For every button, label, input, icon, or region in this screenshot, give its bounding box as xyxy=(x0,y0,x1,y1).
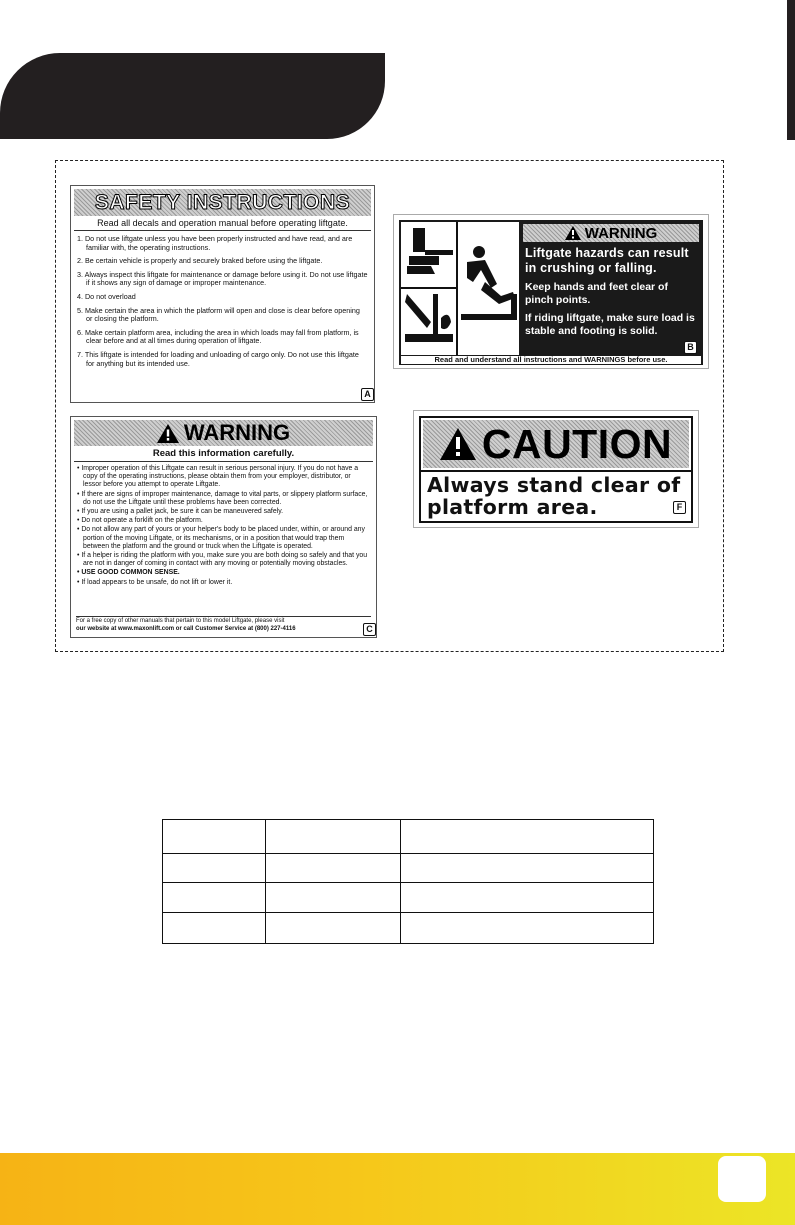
decal-a-subtitle: Read all decals and operation manual before operating liftgate. xyxy=(74,218,371,231)
warning-item: • Do not allow any part of yours or your helper's body to be placed under, within, or around any portion of the moving Liftgate, or its mechanisms, or in a position that would trap them between the platform and the ground or truck when the Liftgate is operated. xyxy=(77,526,365,550)
warning-item: • If you are using a pallet jack, be sure it can be maneuvered safely. xyxy=(77,508,284,516)
table-cell xyxy=(163,820,266,854)
decal-f-body-line1: Always stand clear of xyxy=(427,473,681,497)
warning-item: • If a helper is riding the platform with you, make sure you are both doing so safely and that you are not in danger of coming in contact with any moving or potentially moving obstacles. xyxy=(77,552,368,568)
pinch-hazard-pictogram xyxy=(401,222,519,355)
table-cell xyxy=(163,913,266,944)
decal-a-title: SAFETY INSTRUCTIONS xyxy=(74,189,371,216)
decal-b-letter: B xyxy=(684,341,697,354)
warning-item: • If load appears to be unsafe, do not lift or lower it. xyxy=(77,578,233,586)
alert-triangle-icon xyxy=(565,226,581,240)
decal-b-hazard-text: Liftgate hazards can result in crushing or falling. xyxy=(525,246,689,275)
decal-a-safety-instructions xyxy=(70,185,375,403)
decal-c-header-text: WARNING xyxy=(183,420,291,445)
table-row xyxy=(163,883,654,913)
decal-f-letter: F xyxy=(673,501,686,514)
instruction-item: 4. Do not overload xyxy=(77,291,136,301)
decal-f-header xyxy=(423,420,689,468)
page-number-box xyxy=(718,1156,766,1202)
table-cell xyxy=(265,854,400,883)
instruction-item: 5. Make certain the area in which the platform will open and close is clear before opening or closing the platform. xyxy=(77,305,360,324)
section-header-tab xyxy=(0,53,385,139)
instruction-item: 2. Be certain vehicle is properly and securely braked before using the liftgate. xyxy=(77,256,323,266)
decal-b-header xyxy=(523,224,699,242)
instruction-item: 7. This liftgate is intended for loading and unloading of cargo only. Do not use this liftgate for anything but its intended use. xyxy=(77,349,359,368)
warning-item: • Improper operation of this Liftgate can result in serious personal injury. If you do not have a copy of the operating instructions, please obtain them from your employer, distributor, or lessor before you attempt to operate Liftgate. xyxy=(77,465,359,489)
table-cell xyxy=(265,820,400,854)
decal-c-warnings xyxy=(76,465,371,587)
decal-f-body xyxy=(421,470,691,520)
table-cell xyxy=(265,913,400,944)
warning-item: • If there are signs of improper maintenance, damage to vital parts, or slippery platform surface, do not use the Liftgate until these problems have been corrected. xyxy=(77,490,368,506)
decal-c-footer xyxy=(76,616,371,633)
table-row xyxy=(163,854,654,883)
decal-c-letter: C xyxy=(363,623,376,636)
decal-b-footer: Read and understand all instructions and WARNINGS before use. xyxy=(401,356,701,364)
decal-b-header-text: WARNING xyxy=(584,224,658,242)
footer-band xyxy=(0,1153,795,1225)
hazard-illustration-icon xyxy=(401,222,519,355)
decal-b-panel xyxy=(399,220,703,365)
decal-a-instructions xyxy=(77,235,368,368)
instruction-item: 1. Do not use liftgate unless you have been properly instructed and have read, and are familiar with, the operating instructions. xyxy=(77,234,353,252)
table-row xyxy=(163,820,654,854)
decal-c-subtitle: Read this information carefully. xyxy=(74,448,373,462)
table-cell xyxy=(163,883,266,913)
warning-item: • Do not operate a forklift on the platform. xyxy=(77,517,203,525)
table-cell xyxy=(400,883,654,913)
table-cell xyxy=(265,883,400,913)
decal-f-header-text: CAUTION xyxy=(481,420,673,467)
table-cell xyxy=(163,854,266,883)
edge-bar xyxy=(787,0,795,140)
table-row xyxy=(163,913,654,944)
decal-a-letter: A xyxy=(361,388,374,401)
instruction-item: 6. Make certain platform area, including the area in which loads may fall from platform, is clear before and at all times during operation of liftgate. xyxy=(77,327,359,346)
decal-c-footer-line1: For a free copy of other manuals that pertain to this model Liftgate, please visit xyxy=(76,618,285,624)
decal-f-caution xyxy=(413,410,699,528)
decal-table xyxy=(162,819,654,944)
warning-item: • USE GOOD COMMON SENSE. xyxy=(77,569,180,577)
table-cell xyxy=(400,913,654,944)
alert-triangle-icon xyxy=(157,424,179,443)
decal-f-body-line2: platform area. xyxy=(427,495,598,519)
decal-c-footer-line2: our website at www.maxonlift.com or call Customer Service at (800) 227-4116 xyxy=(76,625,296,632)
decal-f-panel xyxy=(419,416,693,523)
decal-b-pinch-text: Keep hands and feet clear of pinch points. xyxy=(525,281,668,306)
decal-b-warning xyxy=(393,214,709,369)
decal-b-text xyxy=(521,222,701,355)
instruction-item: 3. Always inspect this liftgate for maintenance or damage before using it. Do not use liftgate if it shows any sign of damage or improper maintenance. xyxy=(77,269,368,288)
decal-c-header xyxy=(74,420,373,446)
alert-triangle-icon xyxy=(440,428,476,460)
table-cell xyxy=(400,854,654,883)
table-cell xyxy=(400,820,654,854)
decal-b-riding-text: If riding liftgate, make sure load is stable and footing is solid. xyxy=(525,312,695,337)
decal-c-warning xyxy=(70,416,377,638)
